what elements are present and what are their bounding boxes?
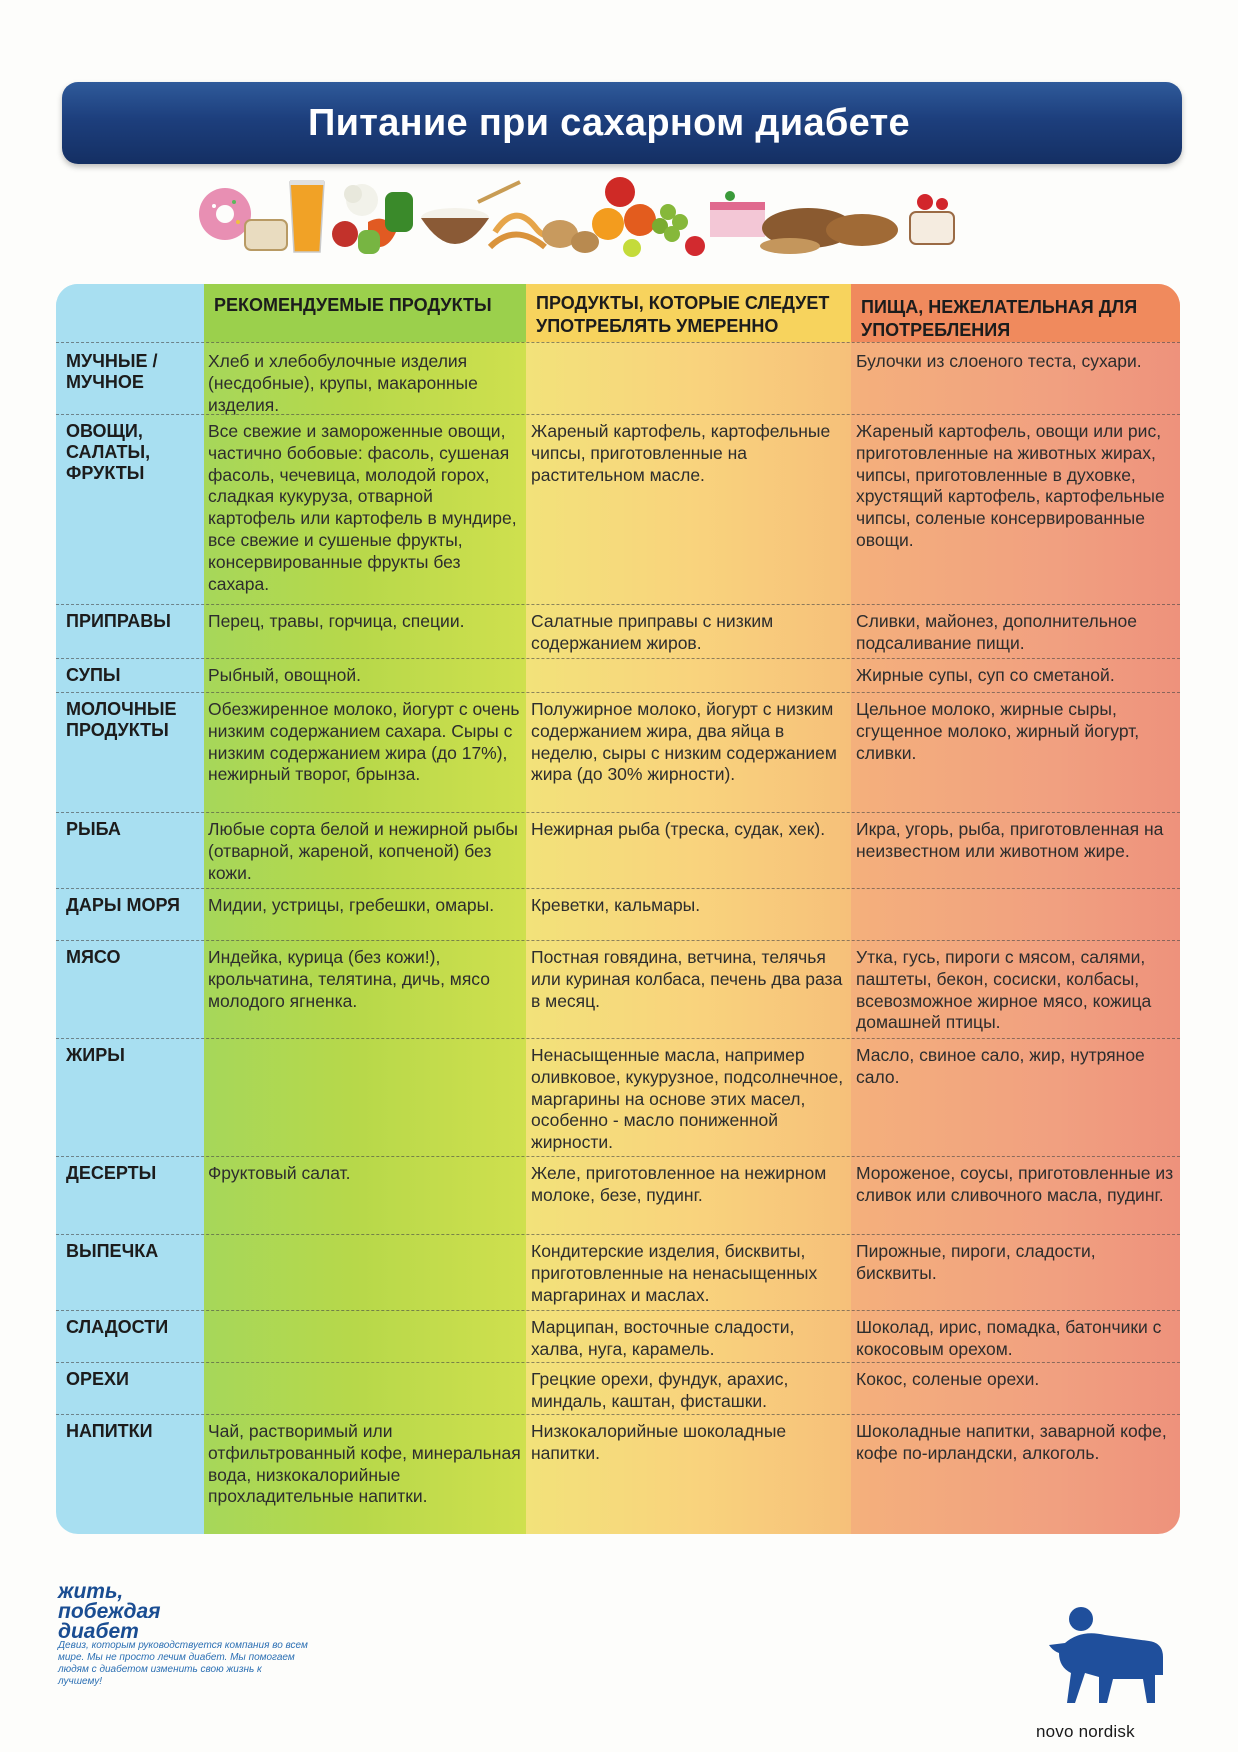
table-row	[56, 604, 1180, 658]
food-illustration	[190, 172, 1040, 272]
cell-moderate: Нежирная рыба (треска, судак, хек).	[531, 819, 826, 839]
slogan	[58, 1582, 161, 1642]
title-banner	[62, 82, 1182, 164]
table-row	[56, 342, 1180, 414]
cell-recommended: Чай, растворимый или отфильтрованный кофе, минеральная вода, низкокалорийные прохладительные напитки.	[208, 1421, 521, 1507]
table-corner	[56, 284, 204, 342]
dessert-icon	[910, 194, 954, 244]
row-category: ДАРЫ МОРЯ	[66, 895, 180, 915]
cell-avoid: Шоколадные напитки, заварной кофе, кофе по-ирландски, алкоголь.	[856, 1421, 1167, 1463]
column-header-avoid: ПИЩА, НЕЖЕЛАТЕЛЬНАЯ ДЛЯ УПОТРЕБЛЕНИЯ	[851, 284, 1180, 342]
cell-avoid: Икра, угорь, рыба, приготовленная на неизвестном или животном жире.	[856, 819, 1164, 861]
slogan-line: жить,	[58, 1580, 124, 1603]
column-header-moderate: ПРОДУКТЫ, КОТОРЫЕ СЛЕДУЕТ УПОТРЕБЛЯТЬ УМЕРЕННО	[526, 284, 851, 342]
cell-avoid: Пирожные, пироги, сладости, бисквиты.	[856, 1241, 1096, 1283]
table-row	[56, 414, 1180, 604]
cell-recommended: Любые сорта белой и нежирной рыбы (отварной, жареной, копченой) без кожи.	[208, 819, 519, 883]
juice-icon	[290, 180, 324, 252]
table-row	[56, 888, 1180, 940]
cell-recommended: Фруктовый салат.	[208, 1163, 351, 1183]
cell-recommended: Рыбный, овощной.	[208, 665, 362, 685]
cell-moderate: Грецкие орехи, фундук, арахис, миндаль, каштан, фисташки.	[531, 1369, 789, 1411]
row-category: МЯСО	[66, 947, 121, 967]
cell-avoid: Утка, гусь, пироги с мясом, салями, паштеты, бекон, сосиски, колбасы, всевозможное жирное мясо, кожица домашней птицы.	[856, 947, 1152, 1033]
page-title: Питание при сахарном диабете	[308, 101, 910, 144]
row-category: СУПЫ	[66, 665, 121, 685]
cell-moderate: Жареный картофель, картофельные чипсы, приготовленные на растительном масле.	[531, 421, 831, 485]
row-category: ОРЕХИ	[66, 1369, 129, 1389]
row-category: ЖИРЫ	[66, 1045, 125, 1065]
nutrition-table	[56, 284, 1180, 1534]
loaf-icon	[760, 208, 898, 254]
cell-avoid: Сливки, майонез, дополнительное подсаливание пищи.	[856, 611, 1137, 653]
table-row	[56, 1038, 1180, 1156]
cell-recommended: Обезжиренное молоко, йогурт с очень низким содержанием сахара. Сыры с низким содержанием жира (до 17%), нежирный творог, брынза.	[208, 699, 520, 785]
cell-recommended: Хлеб и хлебобулочные изделия (несдобные), крупы, макаронные изделия.	[208, 351, 478, 415]
donut-icon	[199, 188, 251, 240]
table-row	[56, 1234, 1180, 1310]
vegetables-icon	[332, 184, 413, 254]
row-category: ПРИПРАВЫ	[66, 611, 171, 631]
row-category: ОВОЩИ, САЛАТЫ, ФРУКТЫ	[66, 421, 151, 483]
potato-icon	[542, 220, 599, 253]
cell-moderate: Полужирное молоко, йогурт с низким содержанием жира, два яйца в неделю, сыры с низким содержанием жира (до 30% жирности).	[531, 699, 837, 785]
cell-recommended: Все свежие и замороженные овощи, частично бобовые: фасоль, сушеная фасоль, чечевица, молодой горох, сладкая кукуруза, отварной картофель или картофель в мундире, все свежие и сушеные фрукты, консервированные фрукты без сахара.	[208, 421, 517, 594]
table-row	[56, 1310, 1180, 1362]
fruit-icon	[592, 177, 705, 257]
slogan-line: побеждая	[58, 1600, 161, 1623]
cell-avoid: Булочки из слоеного теста, сухари.	[856, 351, 1142, 371]
cell-moderate: Марципан, восточные сладости, халва, нуга, карамель.	[531, 1317, 795, 1359]
cell-avoid: Цельное молоко, жирные сыры, сгущенное молоко, жирный йогурт, сливки.	[856, 699, 1140, 763]
row-category: МУЧНЫЕ / МУЧНОЕ	[66, 351, 158, 392]
brand-logo-text: novo nordisk	[1036, 1722, 1135, 1741]
table-row	[56, 812, 1180, 888]
table-row	[56, 940, 1180, 1038]
row-category: МОЛОЧНЫЕ ПРОДУКТЫ	[66, 699, 177, 740]
cell-avoid: Мороженое, соусы, приготовленные из сливок или сливочного масла, пудинг.	[856, 1163, 1174, 1205]
row-category: НАПИТКИ	[66, 1421, 153, 1441]
row-category: ВЫПЕЧКА	[66, 1241, 159, 1261]
cell-avoid: Масло, свиное сало, жир, нутряное сало.	[856, 1045, 1145, 1087]
column-header-recommended: РЕКОМЕНДУЕМЫЕ ПРОДУКТЫ	[204, 284, 526, 342]
cell-recommended: Мидии, устрицы, гребешки, омары.	[208, 895, 495, 915]
cell-avoid: Кокос, соленые орехи.	[856, 1369, 1040, 1389]
cell-moderate: Кондитерские изделия, бисквиты, приготовленные на ненасыщенных маргаринах и маслах.	[531, 1241, 818, 1305]
cake-icon	[710, 191, 765, 237]
cell-moderate: Салатные приправы с низким содержанием жиров.	[531, 611, 774, 653]
row-category: ДЕСЕРТЫ	[66, 1163, 157, 1183]
table-row	[56, 1156, 1180, 1234]
cell-moderate: Желе, приготовленное на нежирном молоке, безе, пудинг.	[531, 1163, 827, 1205]
slogan-line: диабет	[58, 1620, 139, 1643]
table-row	[56, 1414, 1180, 1534]
cell-recommended: Перец, травы, горчица, специи.	[208, 611, 465, 631]
bread-icon	[245, 220, 287, 250]
table-row	[56, 1362, 1180, 1414]
row-category: СЛАДОСТИ	[66, 1317, 169, 1337]
cell-moderate: Ненасыщенные масла, например оливковое, кукурузное, подсолнечное, маргарины на основе этих масел, особенно - масло пониженной жирности.	[531, 1045, 844, 1153]
table-row	[56, 692, 1180, 812]
cell-moderate: Креветки, кальмары.	[531, 895, 701, 915]
cell-moderate: Низкокалорийные шоколадные напитки.	[531, 1421, 787, 1463]
cell-avoid: Жирные супы, суп со сметаной.	[856, 665, 1115, 685]
slogan-note: Девиз, которым руководствуется компания во всем мире. Мы не просто лечим диабет. Мы помогаем людям с диабетом изменить свою жизнь к лучшему!	[58, 1640, 308, 1687]
cell-moderate: Постная говядина, ветчина, телячья или куриная колбаса, печень два раза в месяц.	[531, 947, 843, 1011]
apis-bull-logo-icon	[1035, 1603, 1175, 1723]
cell-avoid: Жареный картофель, овощи или рис, приготовленные на животных жирах, чипсы, приготовленные в духовке, хрустящий картофель, картофельные чипсы, соленые консервированные овощи.	[856, 421, 1165, 550]
table-row	[56, 658, 1180, 692]
cell-recommended: Индейка, курица (без кожи!), крольчатина, телятина, дичь, мясо молодого ягненка.	[208, 947, 490, 1011]
cell-avoid: Шоколад, ирис, помадка, батончики с кокосовым орехом.	[856, 1317, 1162, 1359]
row-category: РЫБА	[66, 819, 121, 839]
